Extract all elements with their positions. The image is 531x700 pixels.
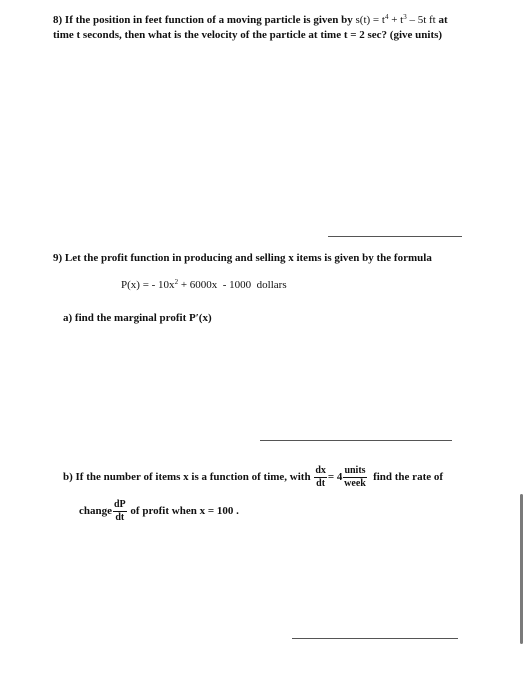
dp-dt-fraction [113,500,127,523]
question-9-intro: 9) Let the profit function in producing and selling x items is given by the formula [53,252,432,264]
part-b-line-2 [79,498,239,524]
vertical-scrollbar[interactable] [520,494,523,644]
week-denominator: week [344,477,366,489]
dx-numerator: dx [315,464,326,476]
question-8-line-2: time t seconds, then what is the velocity of the particle at time t = 2 sec? (give units) [53,29,443,41]
answer-line-part-b [292,638,458,639]
part-b-text-end: find the rate of [373,471,444,483]
question-8-text-end: at [438,14,448,26]
change-text: change [79,505,112,517]
profit-formula: P(x) = - $10x^2 + 6000x - 1000$ dollars [121,278,287,291]
part-b-text: b) If the number of items x is a function of time, with [63,471,311,483]
dx-dt-fraction [314,466,327,489]
profit-condition-text: of profit when x = 100 . [130,505,239,517]
answer-line-q8 [328,236,462,237]
units-per-week-fraction [343,466,366,489]
part-b-line-1 [63,464,443,490]
units-numerator: units [344,464,366,476]
answer-line-part-a [260,440,452,441]
dt-denominator: dt [316,477,326,489]
question-8-line-1 [53,14,448,26]
dp-dt-denominator: dt [115,511,125,523]
position-function-formula: $s(t) = t^4 + t^3 - 5t$ ft [355,13,436,26]
question-8-text: 8) If the position in feet function of a moving particle is given by [53,14,353,26]
part-a-text: a) find the marginal profit P′(x) [63,312,212,324]
dp-numerator: dP [114,498,126,510]
equals-value: = 4 [327,471,343,483]
